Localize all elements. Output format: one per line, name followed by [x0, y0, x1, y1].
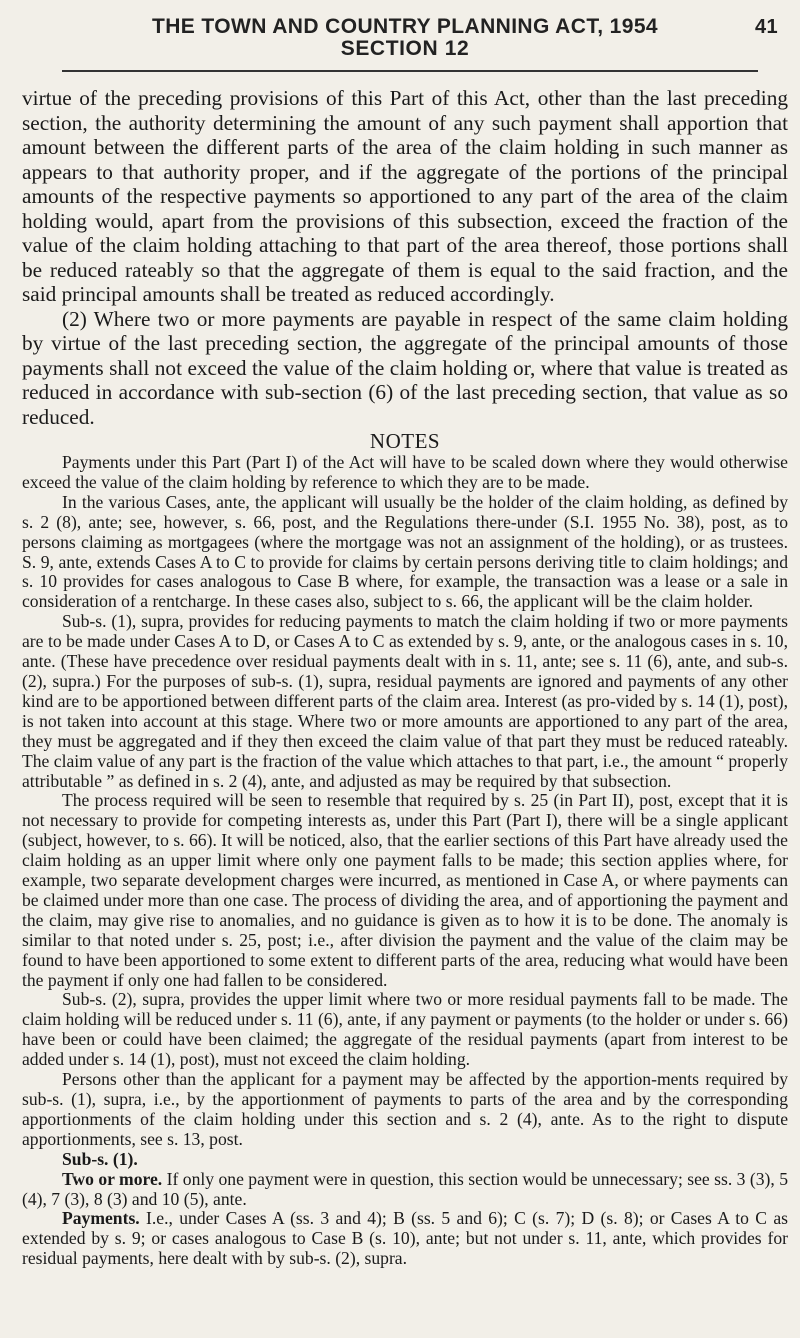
note-lead: Payments.: [62, 1208, 140, 1229]
header-rule: [62, 70, 758, 72]
note-paragraph: In the various Cases, ante, the applicant will usually be the holder of the claim holding, as defined by s. 2 (8), ante; see, however, s. 66, post, and the Regulations there-under (S.I. 1955 No. 38), post, as to persons claiming as mortgagees (where the mortgage was not an assignment of the holding), or as trustees. S. 9, ante, extends Cases A to C to provide for claims by certain persons deriving title to claim holdings; and s. 10 provides for cases analogous to Case B where, for example, the transaction was a lease or a sale in consideration of a rentcharge. In these cases also, subject to s. 66, the applicant will be the claim holder.: [22, 491, 788, 612]
notes-heading: NOTES: [369, 429, 441, 453]
note-text: I.e., under Cases A (ss. 3 and 4); B (ss. 5 and 6); C (s. 7); D (s. 8); or Cases A to C as extended by s. 9; or cases analogous to Case B (s. 10), ante; but not under s. 11, ante, which provides for residual payments, here dealt with by sub-s. (2), supra.: [22, 1208, 788, 1269]
note-paragraph: Persons other than the applicant for a payment may be affected by the apportion-ments required by sub-s. (1), supra, i.e., by the apportionment of payments to parts of the area and by the corresponding apportionments of the claim holding under this section and s. 2 (4), ante. As to the right to dispute apportionments, see s. 13, post.: [22, 1069, 788, 1149]
notes-section: [22, 453, 788, 1269]
note-paragraph: Sub-s. (2), supra, provides the upper limit where two or more residual payments fall to be made. The claim holding will be reduced under s. 11 (6), ante, if any payment or payments (to the holder or under s. 66) have been or could have been claimed; the aggregate of the residual payments (apart from interest to be added under s. 14 (1), post), must not exceed the claim holding.: [22, 989, 788, 1070]
note-paragraph: [22, 1209, 788, 1269]
running-title: THE TOWN AND COUNTRY PLANNING ACT, 1954: [151, 15, 659, 38]
page-header: [22, 0, 788, 60]
statute-text: [22, 86, 788, 429]
statute-paragraph: virtue of the preceding provisions of this Part of this Act, other than the last preceding section, the authority determining the amount of any such payment shall apportion that amount between the different parts of the area of the claim holding in such manner as appears to that authority proper, and if the aggregate of the portions of the principal amounts of the respective payments so apportioned to any part of the area of the claim holding would, apart from the provisions of this subsection, exceed the fraction of the value of the claim holding attaching to that part of the area thereof, those portions shall be reduced rateably so that the aggregate of them is equal to the said fraction, and the said principal amounts shall be treated as reduced accordingly.: [22, 86, 788, 306]
subsection-heading: Sub-s. (1).: [62, 1148, 138, 1169]
note-lead: Two or more.: [62, 1168, 163, 1189]
note-text: If only one payment were in question, this section would be unnecessary; see ss. 3 (3), 5 (4), 7 (3), 8 (3) and 10 (5), ante.: [22, 1168, 788, 1209]
page-number: 41: [754, 16, 778, 38]
note-paragraph: The process required will be seen to resemble that required by s. 25 (in Part II), post, except that it is not necessary to provide for competing interests as, under this Part (Part I), there will be a single applicant (subject, however, to s. 66). It will be noticed, also, that the earlier sections of this Part have already used the claim holding as an upper limit where only one payment falls to be made; this section applies where, for example, two separate development charges were incurred, as mentioned in Case A, or where payments can be claimed under more than one case. The process of dividing the area, and of apportioning the payment and the claim, may give rise to anomalies, and no guidance is given as to how it is to be done. The anomaly is similar to that noted under s. 25, post; i.e., after division the payment and the value of the claim may be found to have been apportioned to some extent to different parts of the area, reducing what would have been the payment if only one had fallen to be considered.: [22, 790, 788, 990]
header-row: [22, 16, 788, 38]
note-paragraph: Payments under this Part (Part I) of the Act will have to be scaled down where they would otherwise exceed the value of the claim holding by reference to which they are to be made.: [22, 452, 788, 492]
statute-paragraph: (2) Where two or more payments are payable in respect of the same claim holding by virtue of the last preceding section, the aggregate of the principal amounts of those payments shall not exceed the value of the claim holding or, where that value is treated as reduced in accordance with sub-section (6) of the last preceding section, that value as so reduced.: [22, 306, 788, 429]
note-paragraph: Sub-s. (1), supra, provides for reducing payments to match the claim holding if two or more payments are to be made under Cases A to D, or Cases A to C as extended by s. 9, ante, or the analogous cases in s. 10, ante. (These have precedence over residual payments dealt with in s. 11, ante; see s. 11 (6), ante, and sub-s. (2), supra.) For the purposes of sub-s. (1), supra, residual payments are ignored and payments of any other kind are to be apportioned between different parts of the claim area. Interest (as pro-vided by s. 14 (1), post), is not taken into account at this stage. Where two or more amounts are apportioned to any part of the area, they must be aggregated and if they then exceed the claim value of that part they must be reduced rateably. The claim value of any part is the fraction of the value which attaches to that part, i.e., the amount “ properly attributable ” as defined in s. 2 (4), ante, and adjusted as may be required by that subsection.: [22, 611, 788, 791]
section-label: SECTION 12: [340, 37, 470, 60]
note-paragraph: [22, 1170, 788, 1210]
